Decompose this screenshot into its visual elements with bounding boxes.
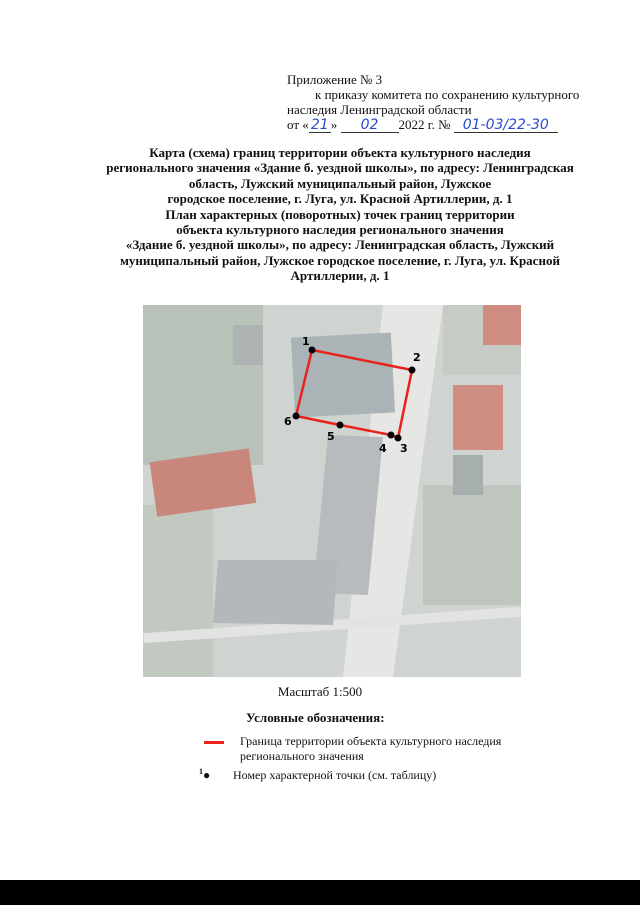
date-quote: » bbox=[330, 117, 338, 132]
legend-boundary-text bbox=[240, 734, 540, 764]
appendix-line-3: наследия Ленинградской области bbox=[287, 102, 472, 117]
date-prefix: от « bbox=[287, 117, 309, 132]
legend-title: Условные обозначения: bbox=[246, 710, 385, 725]
appendix-date-line bbox=[287, 118, 558, 133]
map-scale: Масштаб 1:500 bbox=[277, 684, 363, 699]
boundary-point-3 bbox=[395, 435, 402, 442]
legend-point-symbol bbox=[199, 767, 210, 783]
title-line: муниципальный район, Лужское городское поселение, г. Луга, ул. Красной bbox=[120, 252, 560, 268]
title-line: область, Лужский муниципальный район, Лужское bbox=[188, 175, 492, 191]
boundary-point-6 bbox=[293, 413, 300, 420]
title-line: объекта культурного наследия регионального значения bbox=[176, 222, 504, 238]
point-label-5: 5 bbox=[327, 430, 335, 443]
appendix-line-1: Приложение № 3 bbox=[287, 72, 383, 87]
date-year: 2022 г. № bbox=[398, 117, 451, 132]
legend-boundary-line1: Граница территории объекта культурного наследия bbox=[240, 734, 502, 748]
appendix-line-2: к приказу комитета по сохранению культурного bbox=[315, 87, 580, 102]
title-line: регионального значения «Здание б. уездной школы», по адресу: Ленинградская bbox=[106, 160, 574, 176]
point-label-6: 6 bbox=[284, 415, 292, 428]
boundary-point-2 bbox=[409, 367, 416, 374]
scan-border bbox=[0, 880, 640, 905]
boundary-point-4 bbox=[388, 432, 395, 439]
boundary-point-5 bbox=[337, 422, 344, 429]
legend-boundary-swatch bbox=[204, 741, 224, 744]
heritage-boundary bbox=[296, 350, 412, 438]
aerial-map bbox=[143, 305, 521, 677]
title-line: Карта (схема) границ территории объекта культурного наследия bbox=[149, 145, 531, 160]
title-line: План характерных (поворотных) точек границ территории bbox=[165, 206, 515, 222]
legend-point-number: 1 bbox=[199, 767, 203, 776]
document-title bbox=[100, 145, 580, 284]
date-month: 02 bbox=[341, 118, 399, 133]
point-label-3: 3 bbox=[400, 442, 408, 455]
date-day: 21 bbox=[309, 118, 331, 133]
order-number: 01-03/22-30 bbox=[454, 118, 558, 133]
title-line: Артиллерии, д. 1 bbox=[290, 268, 390, 284]
legend-boundary-line2: регионального значения bbox=[240, 749, 364, 763]
point-label-1: 1 bbox=[302, 335, 310, 348]
legend-point-dot: ● bbox=[203, 768, 211, 782]
title-line: «Здание б. уездной школы», по адресу: Ленинградская область, Лужский bbox=[125, 237, 555, 253]
boundary-overlay bbox=[143, 305, 521, 677]
point-label-2: 2 bbox=[413, 351, 421, 364]
legend-point-text: Номер характерной точки (см. таблицу) bbox=[233, 768, 437, 782]
point-label-4: 4 bbox=[379, 442, 387, 455]
title-line: городское поселение, г. Луга, ул. Красной Артиллерии, д. 1 bbox=[167, 191, 513, 207]
